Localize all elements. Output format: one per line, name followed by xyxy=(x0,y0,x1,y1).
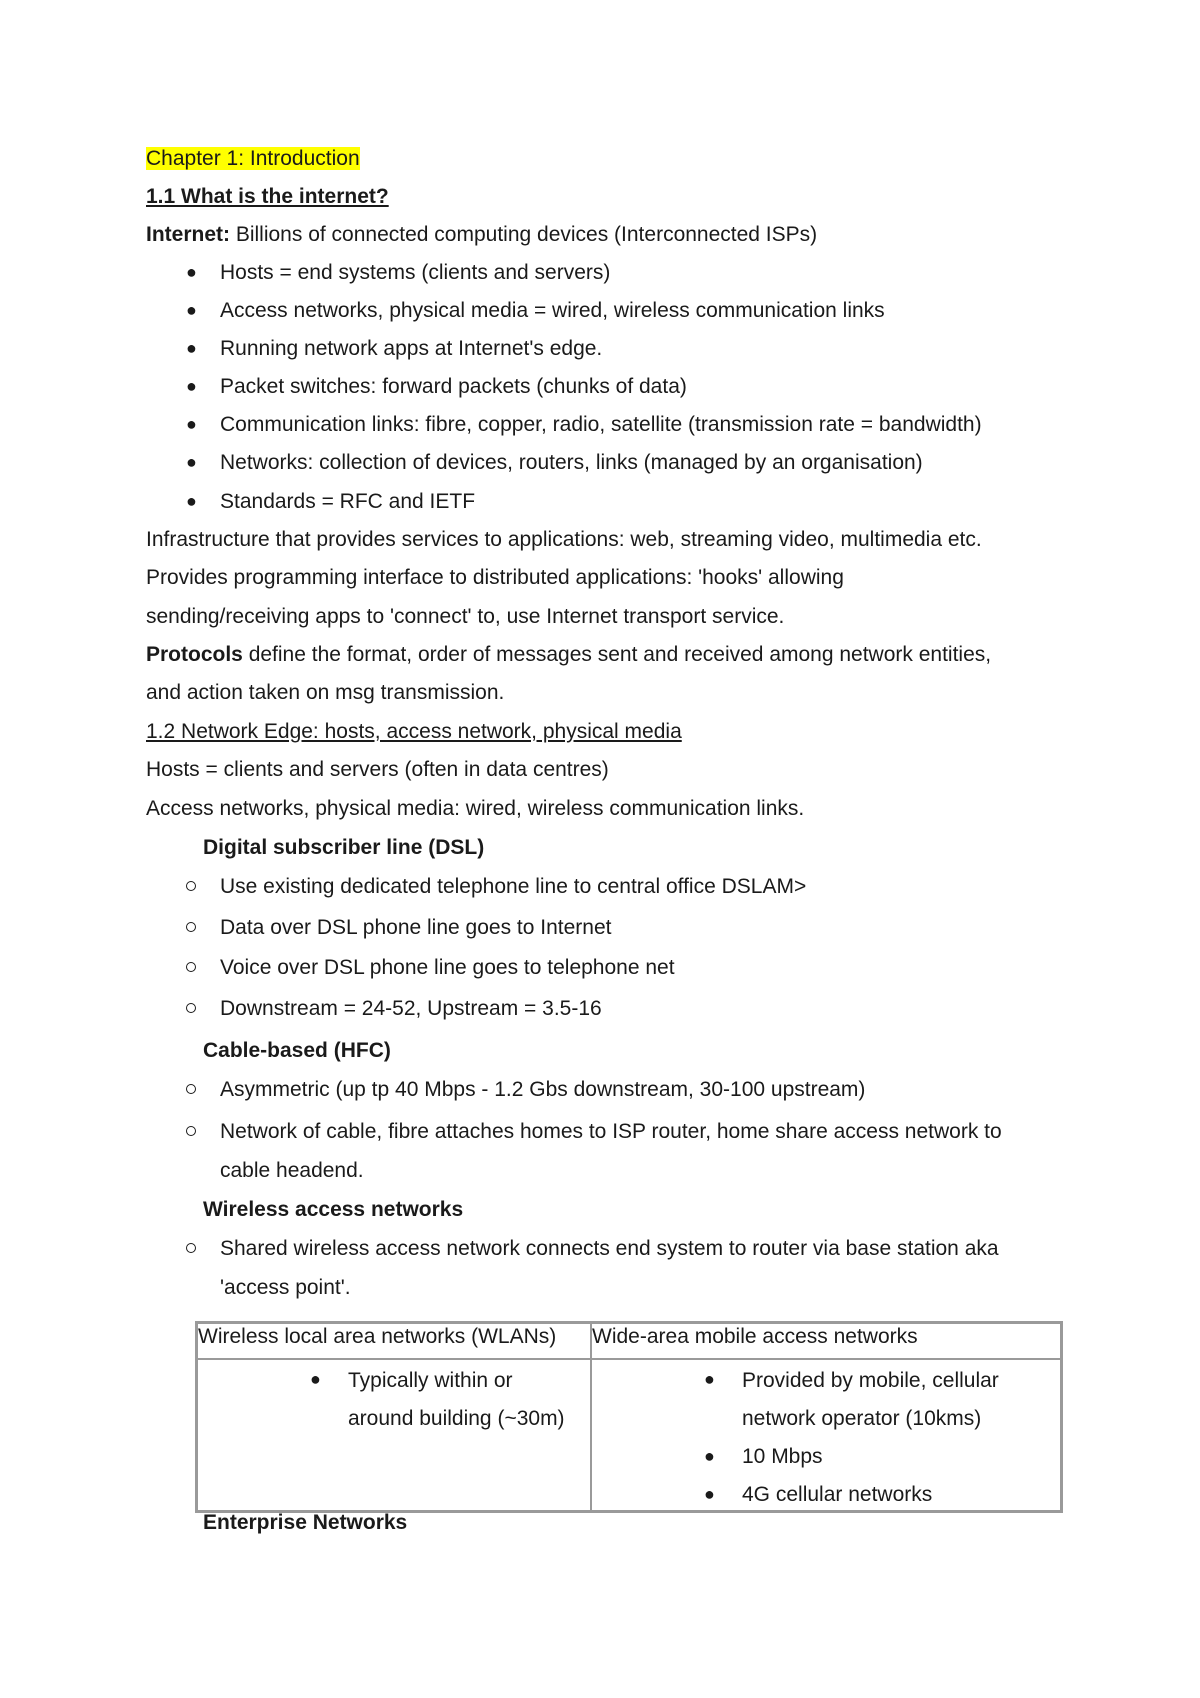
chapter-title xyxy=(146,146,360,172)
paragraph-programming-interface: Provides programming interface to distributed applications: 'hooks' allowing xyxy=(146,566,844,589)
list-item: Use existing dedicated telephone line to central office DSLAM> xyxy=(220,875,807,898)
network-comparison-table xyxy=(195,1321,1063,1513)
bullet-icon: ● xyxy=(704,1446,715,1466)
circle-bullet-icon xyxy=(186,1126,196,1136)
cell-text: Provided by mobile, cellular xyxy=(742,1369,999,1392)
cell-text: 10 Mbps xyxy=(742,1445,823,1468)
table-header-cell xyxy=(197,1323,592,1360)
circle-bullet-icon xyxy=(186,922,196,932)
list-item: Standards = RFC and IETF xyxy=(220,490,476,513)
protocols-definition-cont: and action taken on msg transmission. xyxy=(146,681,505,704)
list-item-cont: cable headend. xyxy=(220,1159,364,1182)
cell-text: Typically within or xyxy=(348,1369,513,1392)
protocols-term: Protocols xyxy=(146,643,243,666)
bullet-icon: ● xyxy=(186,491,197,511)
internet-definition xyxy=(146,222,817,248)
list-item-cont: 'access point'. xyxy=(220,1276,351,1299)
internet-term: Internet: xyxy=(146,223,230,246)
bullet-icon: ● xyxy=(310,1369,321,1389)
table-header-mobile: Wide-area mobile access networks xyxy=(592,1325,918,1348)
enterprise-heading: Enterprise Networks xyxy=(203,1511,408,1534)
bullet-icon: ● xyxy=(186,414,197,434)
list-item: Downstream = 24-52, Upstream = 3.5-16 xyxy=(220,997,602,1020)
list-item: Voice over DSL phone line goes to telephone net xyxy=(220,956,675,979)
circle-bullet-icon xyxy=(186,1003,196,1013)
bullet-icon: ● xyxy=(186,338,197,358)
internet-def-text: Billions of connected computing devices (Interconnected ISPs) xyxy=(230,223,818,246)
list-item: Hosts = end systems (clients and servers) xyxy=(220,261,611,284)
hosts-line: Hosts = clients and servers (often in data centres) xyxy=(146,758,609,781)
circle-bullet-icon xyxy=(186,881,196,891)
table-header-row xyxy=(197,1323,1062,1360)
protocols-def-text: define the format, order of messages sent and received among network entities, xyxy=(242,643,992,666)
section-heading-1-1: 1.1 What is the internet? xyxy=(146,185,389,208)
paragraph-programming-interface-cont: sending/receiving apps to 'connect' to, use Internet transport service. xyxy=(146,605,785,628)
bullet-icon: ● xyxy=(704,1484,715,1504)
circle-bullet-icon xyxy=(186,1084,196,1094)
paragraph-infrastructure: Infrastructure that provides services to applications: web, streaming video, multimedia etc. xyxy=(146,528,982,551)
circle-bullet-icon xyxy=(186,1243,196,1253)
list-item: Shared wireless access network connects end system to router via base station aka xyxy=(220,1237,999,1260)
table-row xyxy=(197,1359,1062,1512)
table-cell-wlan xyxy=(197,1359,592,1512)
list-item: Asymmetric (up tp 40 Mbps - 1.2 Gbs downstream, 30-100 upstream) xyxy=(220,1078,866,1101)
list-item: Packet switches: forward packets (chunks of data) xyxy=(220,375,687,398)
table-header-cell xyxy=(591,1323,1062,1360)
list-item: Data over DSL phone line goes to Internet xyxy=(220,916,612,939)
bullet-icon: ● xyxy=(186,262,197,282)
chapter-title-highlight: Chapter 1: Introduction xyxy=(146,147,360,170)
list-item: Access networks, physical media = wired, wireless communication links xyxy=(220,299,885,322)
access-networks-line: Access networks, physical media: wired, wireless communication links. xyxy=(146,797,805,820)
table-cell-mobile xyxy=(591,1359,1062,1512)
bullet-icon: ● xyxy=(186,300,197,320)
dsl-heading: Digital subscriber line (DSL) xyxy=(203,836,485,859)
wireless-heading: Wireless access networks xyxy=(203,1198,464,1221)
circle-bullet-icon xyxy=(186,962,196,972)
protocols-definition xyxy=(146,642,991,668)
list-item: Networks: collection of devices, routers, links (managed by an organisation) xyxy=(220,451,923,474)
cell-text: 4G cellular networks xyxy=(742,1483,933,1506)
cell-text-cont: around building (~30m) xyxy=(348,1407,565,1430)
bullet-icon: ● xyxy=(186,452,197,472)
list-item: Network of cable, fibre attaches homes to ISP router, home share access network to xyxy=(220,1120,1002,1143)
section-heading-1-2: 1.2 Network Edge: hosts, access network, physical media xyxy=(146,720,682,743)
table-header-wlan: Wireless local area networks (WLANs) xyxy=(198,1325,557,1348)
list-item: Running network apps at Internet's edge. xyxy=(220,337,603,360)
cable-heading: Cable-based (HFC) xyxy=(203,1039,391,1062)
bullet-icon: ● xyxy=(704,1369,715,1389)
list-item: Communication links: fibre, copper, radio, satellite (transmission rate = bandwidth) xyxy=(220,413,982,436)
cell-text-cont: network operator (10kms) xyxy=(742,1407,982,1430)
bullet-icon: ● xyxy=(186,376,197,396)
